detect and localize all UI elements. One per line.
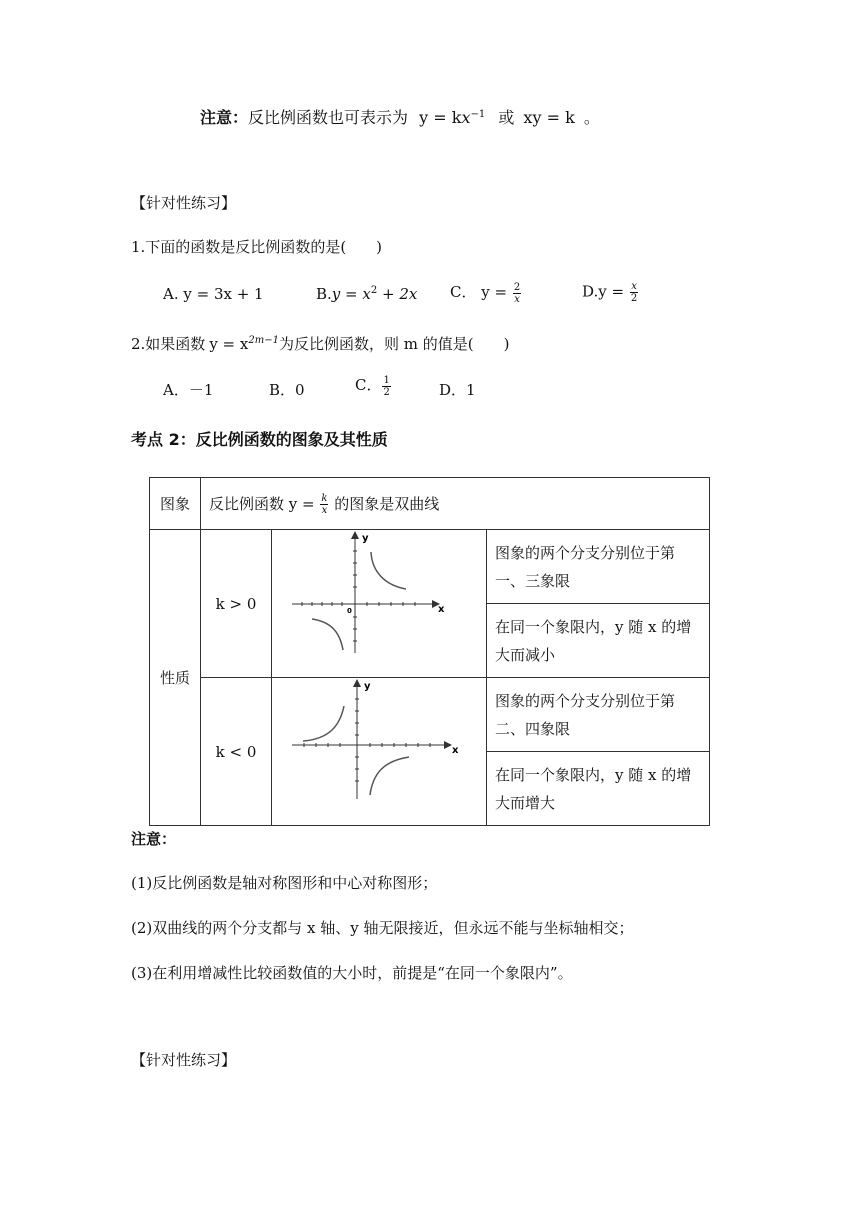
question-2-option-a: A．－1	[163, 381, 214, 399]
k-negative-property-2: 在同一个象限内，y 随 x 的增大而增大	[487, 752, 710, 826]
y-axis-label: y	[362, 532, 369, 544]
branch-quadrant-1	[371, 552, 406, 589]
top-note-label: 注意：	[200, 108, 249, 127]
practice-heading-2: 【针对性练习】	[131, 1051, 237, 1069]
k-positive-graph	[272, 530, 487, 678]
note-item: (3)在利用增减性比较函数值的大小时，前提是“在同一个象限内”。	[131, 964, 573, 982]
practice-heading-1: 【针对性练习】	[131, 194, 237, 212]
y-arrow	[353, 679, 361, 687]
branch-quadrant-3	[312, 619, 343, 650]
hyperbola-k-positive	[272, 531, 486, 677]
k-negative-label: k < 0	[201, 678, 272, 826]
top-note-connector: 或	[498, 108, 515, 127]
question-2-option-c: C． $\frac{1}{2}$	[355, 374, 390, 398]
x-arrow	[444, 741, 452, 749]
branch-quadrant-2	[303, 706, 344, 741]
question-1-option-a: A. y = 3x + 1	[163, 285, 264, 303]
top-note-text: 反比例函数也可表示为	[248, 108, 409, 127]
k-negative-graph	[272, 678, 487, 826]
k-positive-property-1: 图象的两个分支分别位于第一、三象限	[487, 530, 710, 604]
question-2-stem: 2.如果函数 $y = x^{2m-1}$为反比例函数，则 m 的值是( )	[131, 335, 510, 353]
question-1-stem: 1.下面的函数是反比例函数的是( )	[131, 238, 383, 256]
origin-label: 0	[347, 606, 352, 615]
y-axis-label: y	[364, 680, 371, 692]
notes-label: 注意：	[131, 830, 177, 848]
question-1-option-d: D.y = $\frac{x}{2}$	[582, 281, 638, 304]
question-2-option-b: B．0	[269, 381, 305, 399]
top-note-formula1: $y = kx^{-1}$	[419, 108, 486, 127]
x-axis-label: x	[438, 603, 445, 615]
hyperbola-k-negative	[272, 679, 486, 825]
top-note-end: 。	[583, 108, 600, 127]
table-label-graph: 图象	[150, 478, 201, 530]
note-item: (2)双曲线的两个分支都与 x 轴、y 轴无限接近，但永远不能与坐标轴相交；	[131, 919, 634, 937]
note-item: (1)反比例函数是轴对称图形和中心对称图形；	[131, 874, 438, 892]
section-2-title: 考点 2：反比例函数的图象及其性质	[131, 430, 388, 449]
k-positive-label: k > 0	[201, 530, 272, 678]
k-negative-property-1: 图象的两个分支分别位于第二、四象限	[487, 678, 710, 752]
top-note	[200, 105, 600, 128]
x-axis-label: x	[452, 744, 459, 756]
table-graph-description: 反比例函数 y = $\frac{k}{x}$ 的图象是双曲线	[201, 478, 710, 530]
properties-table	[149, 477, 710, 826]
y-arrow	[351, 531, 359, 539]
table-label-properties: 性质	[150, 530, 201, 826]
branch-quadrant-4	[370, 757, 409, 795]
k-positive-property-2: 在同一个象限内，y 随 x 的增大而减小	[487, 604, 710, 678]
question-2-option-d: D．1	[439, 381, 476, 399]
question-1-option-c: C． y = $\frac{2}{x}$	[450, 281, 521, 305]
top-note-formula2: xy = k	[523, 108, 575, 127]
question-1-option-b: $B.y = x^2 + 2x$	[316, 285, 418, 303]
